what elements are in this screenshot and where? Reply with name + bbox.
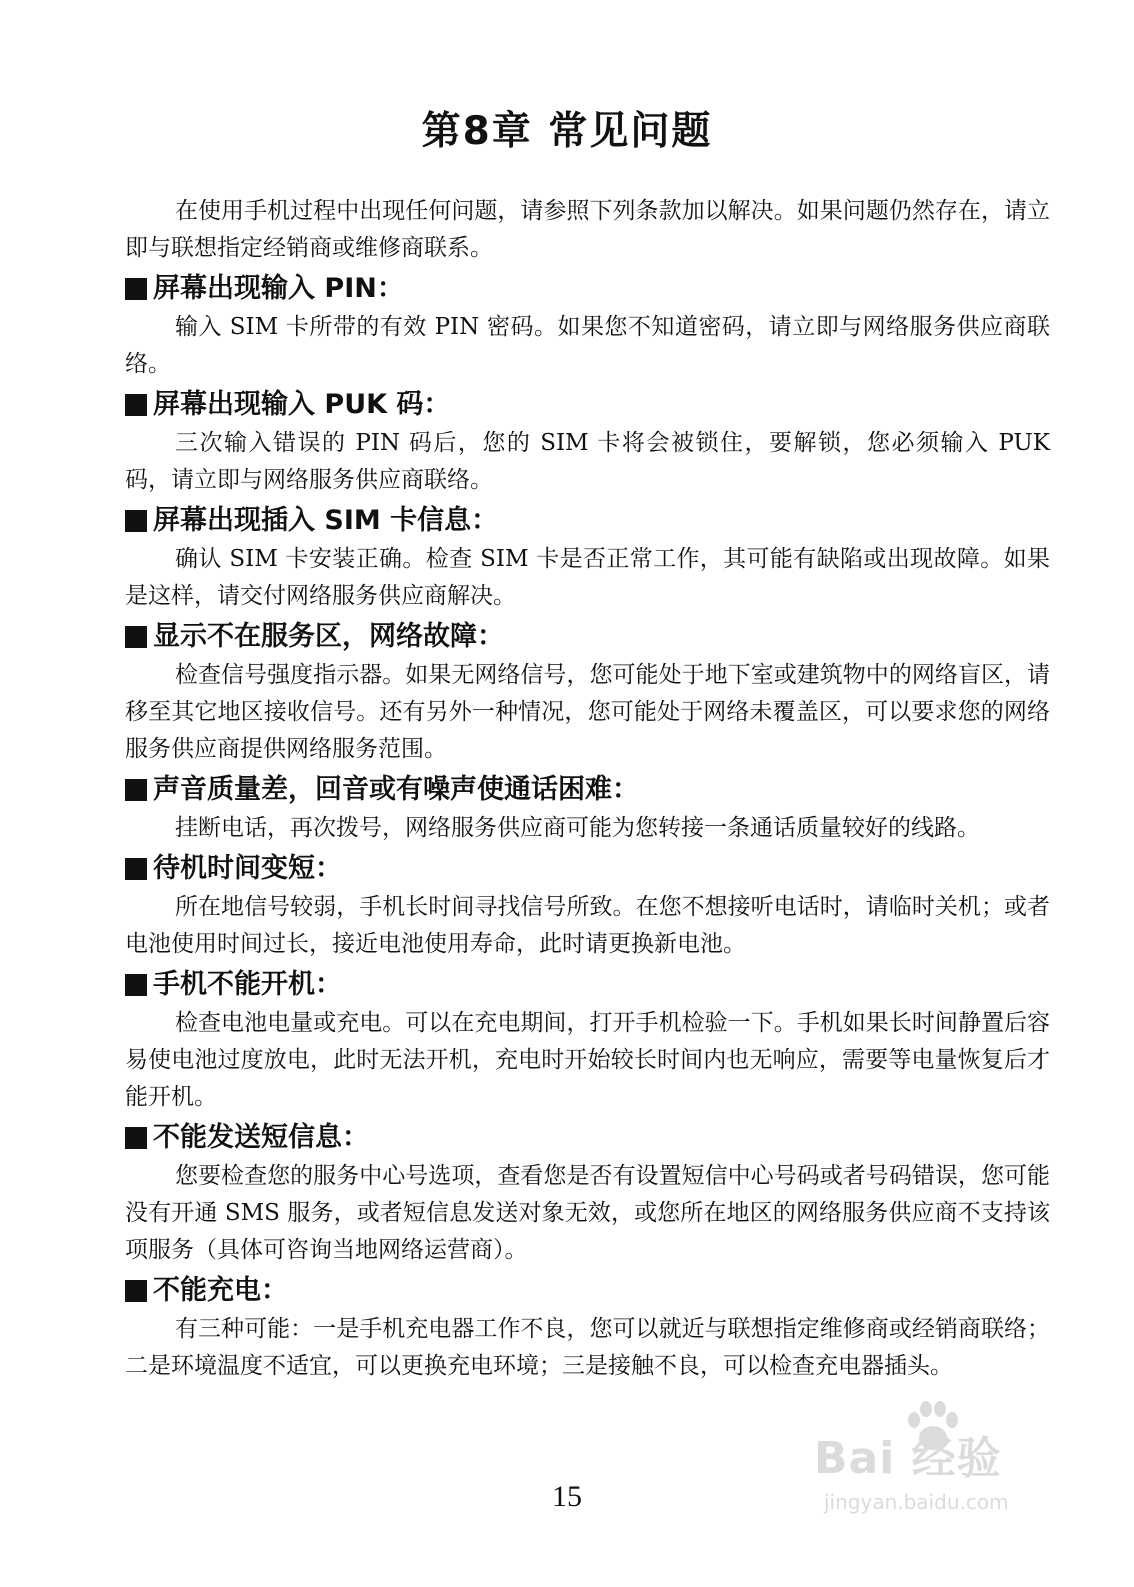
square-bullet-icon: [125, 278, 147, 300]
section-heading-text: 屏幕出现插入 SIM 卡信息：: [153, 505, 499, 536]
intro-paragraph: 在使用手机过程中出现任何问题，请参照下列条款加以解决。如果问题仍然存在，请立即与联想指定经销商或维修商联系。: [125, 198, 1050, 261]
page-number: 15: [552, 1480, 582, 1513]
section-body: 输入 SIM 卡所带的有效 PIN 密码。如果您不知道密码，请立即与网络服务供应商联络。: [125, 314, 1050, 377]
section-body: 三次输入错误的 PIN 码后，您的 SIM 卡将会被锁住，要解锁，您必须输入 PUK 码，请立即与网络服务供应商联络。: [125, 430, 1050, 493]
square-bullet-icon: [125, 626, 147, 648]
square-bullet-icon: [125, 394, 147, 416]
watermark-brand: Bai 经验: [814, 1433, 1002, 1484]
section-body: 您要检查您的服务中心号选项，查看您是否有设置短信中心号码或者号码错误，您可能没有开通 SMS 服务，或者短信息发送对象无效，或您所在地区的网络服务供应商不支持该项服务（具体可咨询当地网络运营商）。: [125, 1163, 1050, 1263]
section-heading-text: 声音质量差，回音或有噪声使通话困难：: [153, 774, 639, 805]
section-heading: [125, 269, 1050, 309]
section-heading: [125, 849, 1050, 889]
square-bullet-icon: [125, 974, 147, 996]
watermark-url: jingyan.baidu.com: [824, 1490, 1009, 1514]
square-bullet-icon: [125, 510, 147, 532]
section-body: 所在地信号较弱，手机长时间寻找信号所致。在您不想接听电话时，请临时关机；或者电池使用时间过长，接近电池使用寿命，此时请更换新电池。: [125, 894, 1050, 957]
section-heading: [125, 1271, 1050, 1311]
square-bullet-icon: [125, 1280, 147, 1302]
section-heading: [125, 617, 1050, 657]
section-heading: [125, 965, 1050, 1005]
section-heading-text: 不能充电：: [153, 1275, 288, 1306]
section-heading-text: 手机不能开机：: [153, 969, 342, 1000]
section-body: 挂断电话，再次拨号，网络服务供应商可能为您转接一条通话质量较好的线路。: [175, 815, 980, 841]
chapter-title: 第8章 常见问题: [421, 109, 713, 154]
section-body: 检查电池电量或充电。可以在充电期间，打开手机检验一下。手机如果长时间静置后容易使电池过度放电，此时无法开机，充电时开始较长时间内也无响应，需要等电量恢复后才能开机。: [125, 1010, 1050, 1110]
content-body: [125, 193, 1050, 1385]
section-heading-text: 显示不在服务区，网络故障：: [153, 621, 504, 652]
square-bullet-icon: [125, 858, 147, 880]
section-heading-text: 待机时间变短：: [153, 853, 342, 884]
baidu-jingyan-watermark: [814, 1400, 1064, 1550]
section-heading: [125, 501, 1050, 541]
square-bullet-icon: [125, 779, 147, 801]
section-heading: [125, 1118, 1050, 1158]
section-heading-text: 屏幕出现输入 PUK 码：: [153, 389, 451, 420]
section-body: 检查信号强度指示器。如果无网络信号，您可能处于地下室或建筑物中的网络盲区，请移至其它地区接收信号。还有另外一种情况，您可能处于网络未覆盖区，可以要求您的网络服务供应商提供网络服务范围。: [125, 662, 1050, 762]
section-body: 有三种可能：一是手机充电器工作不良，您可以就近与联想指定维修商或经销商联络；二是环境温度不适宜，可以更换充电环境；三是接触不良，可以检查充电器插头。: [125, 1316, 1050, 1379]
section-body: 确认 SIM 卡安装正确。检查 SIM 卡是否正常工作，其可能有缺陷或出现故障。如果是这样，请交付网络服务供应商解决。: [125, 546, 1050, 609]
section-heading: [125, 385, 1050, 425]
square-bullet-icon: [125, 1127, 147, 1149]
section-heading-text: 不能发送短信息：: [153, 1122, 369, 1153]
section-heading-text: 屏幕出现输入 PIN：: [153, 273, 404, 304]
section-heading: [125, 770, 1050, 810]
